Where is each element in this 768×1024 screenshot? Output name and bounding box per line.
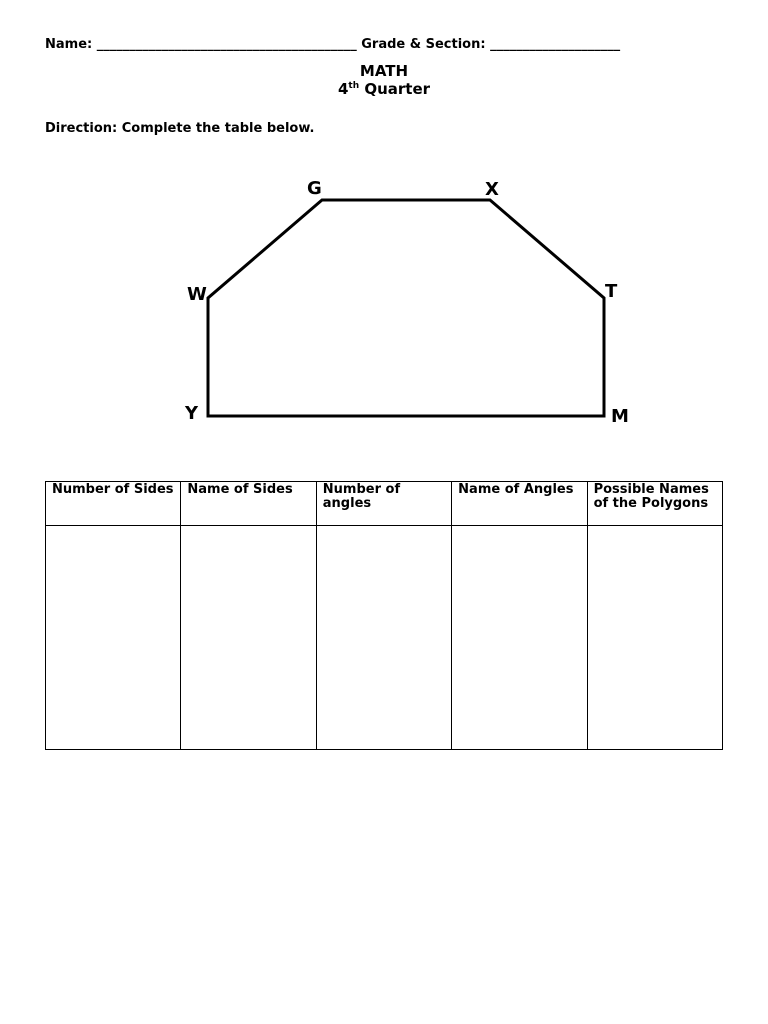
polygon-figure: [0, 0, 768, 470]
hexagon-shape: [208, 200, 604, 416]
vertex-label-x: X: [485, 179, 499, 200]
vertex-label-w: W: [187, 284, 207, 305]
vertex-label-t: T: [605, 281, 618, 302]
answer-cell-number-of-angles[interactable]: [316, 526, 451, 750]
answer-cell-name-of-angles[interactable]: [452, 526, 587, 750]
header-possible-names: Possible Names of the Polygons: [587, 482, 722, 526]
vertex-label-g: G: [307, 178, 322, 199]
answer-table: [45, 481, 723, 750]
subject-title: MATH: [359, 62, 409, 80]
answer-cell-name-of-sides[interactable]: [181, 526, 316, 750]
table-header-row: [46, 482, 723, 526]
answer-cell-number-of-sides[interactable]: [46, 526, 181, 750]
direction-text: Direction: Complete the table below.: [45, 121, 315, 136]
header-name-of-sides: Name of Sides: [181, 482, 316, 526]
quarter-suffix: th: [348, 81, 360, 91]
header-name-of-angles: Name of Angles: [452, 482, 587, 526]
vertex-label-y: Y: [185, 403, 199, 424]
name-grade-section-line: Name: ________________________________________ Grade & Section: ____________________: [45, 37, 621, 52]
quarter-number: 4: [337, 80, 349, 98]
answer-cell-possible-names[interactable]: [587, 526, 722, 750]
quarter-word: Quarter: [364, 80, 431, 98]
header-number-of-sides: Number of Sides: [46, 482, 181, 526]
table-row: [46, 526, 723, 750]
vertex-label-m: M: [611, 406, 629, 427]
header-number-of-angles: Number of angles: [316, 482, 451, 526]
